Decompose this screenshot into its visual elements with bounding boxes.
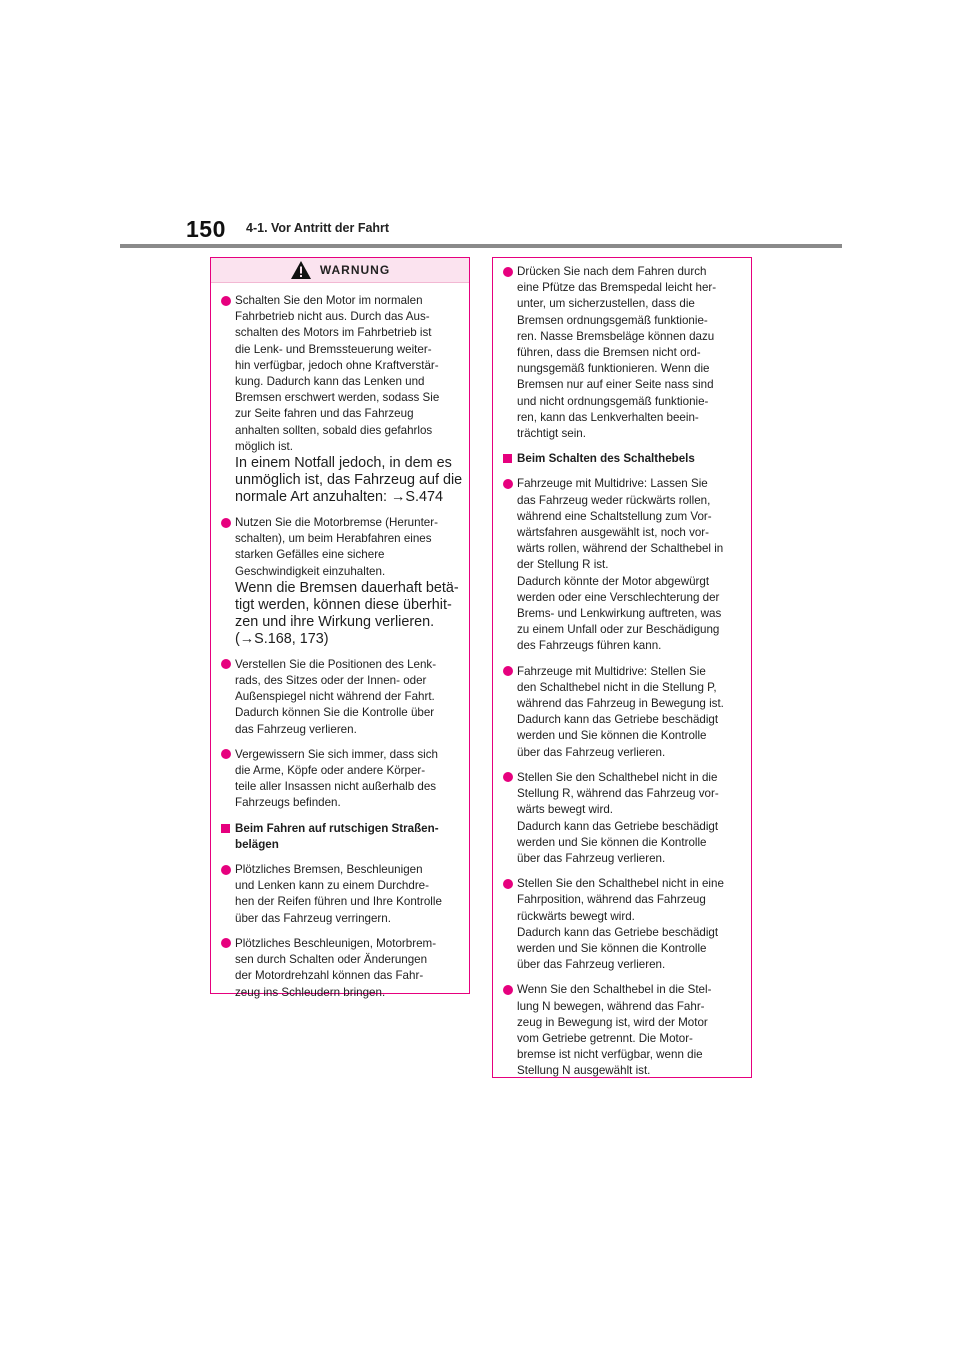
round-bullet-icon: [503, 878, 517, 889]
list-item: [221, 862, 459, 927]
text-line: Vergewissern Sie sich immer, dass sich: [235, 747, 438, 761]
heading-text: [235, 821, 439, 853]
text-line: Geschwindigkeit einzuhalten.: [235, 564, 386, 578]
text-line: lung N bewegen, während das Fahr-: [517, 999, 705, 1013]
text-line: Dadurch können Sie die Kontrolle über: [235, 706, 435, 720]
list-item: [503, 664, 741, 761]
text-line: Plötzliches Bremsen, Beschleunigen: [235, 863, 423, 877]
text-line: kung. Dadurch kann das Lenken und: [235, 375, 425, 389]
text-line: eine Pfütze das Bremspedal leicht her-: [517, 281, 717, 295]
text-line: hin verfügbar, jedoch ohne Kraftverstär-: [235, 358, 439, 372]
emphasis-line: In einem Notfall jedoch, in dem es: [235, 455, 452, 472]
emphasis-line: tigt werden, können diese überhit-: [235, 596, 452, 613]
text-line: möglich ist.: [235, 439, 293, 453]
text-line: Stellung R, während das Fahrzeug vor-: [517, 787, 719, 801]
emphasis-line: (→S.168, 173): [235, 630, 329, 647]
item-text: [517, 982, 711, 1079]
emphasis-line: unmöglich ist, das Fahrzeug auf die: [235, 472, 463, 489]
section-title: 4-1. Vor Antritt der Fahrt: [246, 221, 390, 235]
round-bullet-icon: [221, 517, 235, 528]
list-item: [503, 770, 741, 867]
item-text: [517, 264, 716, 442]
text-line: die Lenk- und Bremssteuerung weiter-: [235, 342, 432, 356]
text-line: Stellen Sie den Schalthebel nicht in die: [517, 770, 718, 784]
emphasis-line: Wenn die Bremsen dauerhaft betä-: [235, 579, 459, 596]
section-heading: [503, 451, 741, 467]
round-bullet-icon: [503, 266, 517, 277]
round-bullet-icon: [503, 772, 517, 783]
item-text: [235, 862, 442, 927]
text-line: das Fahrzeug weder rückwärts rollen,: [517, 493, 711, 507]
list-item: [503, 982, 741, 1079]
list-item: [221, 657, 459, 738]
text-line: und nicht ordnungsgemäß funktionie-: [517, 394, 709, 408]
square-bullet-icon: [503, 453, 517, 464]
text-line: zeug in Bewegung ist, wird der Motor: [517, 1015, 708, 1029]
item-text: [235, 657, 436, 738]
text-line: Plötzliches Beschleunigen, Motorbrem-: [235, 936, 437, 950]
text-line: des Fahrzeugs führen kann.: [517, 639, 662, 653]
text-line: der Motordrehzahl können das Fahr-: [235, 969, 424, 983]
text-line: Dadurch kann das Getriebe beschädigt: [517, 819, 719, 833]
text-line: trächtigt sein.: [517, 427, 586, 441]
text-line: Dadurch könnte der Motor abgewürgt: [517, 574, 710, 588]
text-line: Fahrzeugs befinden.: [235, 796, 341, 810]
text-line: sen durch Schalten oder Änderungen: [235, 953, 428, 967]
text-line: anhalten sollten, sobald dies gefahrlos: [235, 423, 433, 437]
text-line: und Lenken kann zu einem Durchdre-: [235, 879, 429, 893]
text-line: zeug ins Schleudern bringen.: [235, 985, 386, 999]
text-line: Schalten Sie den Motor im normalen: [235, 294, 423, 307]
text-line: Stellen Sie den Schalthebel nicht in eine: [517, 877, 724, 891]
list-item: [503, 476, 741, 654]
text-line: während das Fahrzeug in Bewegung ist.: [517, 697, 724, 711]
text-line: Brems- und Lenkwirkung auftreten, was: [517, 607, 722, 621]
text-line: ren. Nasse Bremsbeläge können dazu: [517, 329, 715, 343]
text-line: schalten), um beim Herabfahren eines: [235, 532, 432, 546]
text-line: werden und Sie können die Kontrolle: [517, 729, 707, 743]
right-item-list: [503, 264, 741, 1080]
list-item: [221, 515, 459, 648]
text-line: bremse ist nicht verfügbar, wenn die: [517, 1048, 703, 1062]
text-line: vom Getriebe getrennt. Die Motor-: [517, 1031, 693, 1045]
text-line: rads, des Sitzes oder der Innen- oder: [235, 674, 427, 688]
text-line: werden oder eine Verschlechterung der: [517, 590, 720, 604]
round-bullet-icon: [503, 984, 517, 995]
round-bullet-icon: [503, 666, 517, 677]
item-text: [235, 515, 459, 648]
text-line: Außenspiegel nicht während der Fahrt.: [235, 690, 435, 704]
text-line: Fahrzeuge mit Multidrive: Stellen Sie: [517, 664, 706, 678]
text-line: starken Gefälles eine sichere: [235, 548, 385, 562]
text-line: führen, dass die Bremsen nicht ord-: [517, 346, 701, 360]
text-line: wärts rollen, während der Schalthebel in: [517, 542, 724, 556]
round-bullet-icon: [221, 659, 235, 670]
text-line: wärts bewegt wird.: [517, 803, 614, 817]
text-line: Dadurch kann das Getriebe beschädigt: [517, 925, 719, 939]
round-bullet-icon: [503, 478, 517, 489]
text-line: zur Seite fahren und das Fahrzeug: [235, 407, 414, 421]
list-item: [221, 293, 463, 506]
text-line: Fahrzeuge mit Multidrive: Lassen Sie: [517, 477, 708, 491]
text-line: belägen: [235, 837, 279, 851]
text-line: Stellung N ausgewählt ist.: [517, 1064, 651, 1078]
text-line: wärtsfahren ausgewählt ist, noch vor-: [517, 526, 710, 540]
left-item-list: [221, 293, 463, 1001]
round-bullet-icon: [221, 864, 235, 875]
item-text: [517, 770, 719, 867]
page-number: 150: [186, 216, 226, 242]
item-text: [235, 293, 462, 506]
text-line: zu einem Unfall oder zur Beschädigung: [517, 623, 720, 637]
section-heading: [221, 821, 459, 853]
text-line: Bremsen erschwert werden, sodass Sie: [235, 391, 440, 405]
text-line: unter, um sicherzustellen, dass die: [517, 297, 695, 311]
text-line: das Fahrzeug verlieren.: [235, 722, 357, 736]
list-item: [503, 264, 741, 442]
text-line: schalten des Motors im Fahrbetrieb ist: [235, 326, 432, 340]
text-line: über das Fahrzeug verlieren.: [517, 851, 666, 865]
text-line: während eine Schaltstellung zum Vor-: [517, 509, 712, 523]
item-text: [235, 747, 438, 812]
item-text: [517, 664, 724, 761]
text-line: hen der Reifen führen und Ihre Kontrolle: [235, 895, 442, 909]
text-line: Fahrposition, während das Fahrzeug: [517, 893, 706, 907]
text-line: rückwärts bewegt wird.: [517, 909, 635, 923]
emphasis-line: zen und ihre Wirkung verlieren.: [235, 613, 435, 630]
round-bullet-icon: [221, 938, 235, 949]
text-line: Wenn Sie den Schalthebel in die Stel-: [517, 983, 712, 997]
text-line: ren, kann das Lenkverhalten beein-: [517, 410, 699, 424]
text-line: Drücken Sie nach dem Fahren durch: [517, 265, 707, 278]
item-text: [517, 476, 723, 654]
square-bullet-icon: [221, 823, 235, 834]
text-line: werden und Sie können die Kontrolle: [517, 941, 707, 955]
text-line: über das Fahrzeug verringern.: [235, 911, 391, 925]
list-item: [221, 747, 459, 812]
text-line: über das Fahrzeug verlieren.: [517, 958, 666, 972]
warning-box-left: [210, 257, 470, 999]
round-bullet-icon: [221, 295, 235, 306]
text-line: Bremsen nur auf einer Seite nass sind: [517, 378, 714, 392]
warning-triangle-icon: [290, 260, 312, 280]
text-line: nungsgemäß funktionieren. Wenn die: [517, 362, 710, 376]
text-line: Beim Fahren auf rutschigen Straßen-: [235, 821, 439, 835]
text-line: den Schalthebel nicht in die Stellung P,: [517, 680, 717, 694]
text-line: Nutzen Sie die Motorbremse (Herunter-: [235, 516, 438, 530]
text-line: werden und Sie können die Kontrolle: [517, 835, 707, 849]
text-line: die Arme, Köpfe oder andere Körper-: [235, 764, 426, 778]
round-bullet-icon: [221, 749, 235, 760]
warning-title: WARNUNG: [319, 263, 391, 277]
text-line: der Stellung R ist.: [517, 558, 609, 572]
emphasis-line: normale Art anzuhalten: →S.474: [235, 489, 443, 506]
text-line: teile aller Insassen nicht außerhalb des: [235, 780, 437, 794]
text-line: Dadurch kann das Getriebe beschädigt: [517, 713, 719, 727]
warning-box-right: [492, 257, 752, 1078]
text-line: über das Fahrzeug verlieren.: [517, 745, 666, 759]
text-line: Beim Schalten des Schalthebels: [517, 452, 695, 466]
text-line: Fahrbetrieb nicht aus. Durch das Aus-: [235, 310, 430, 324]
item-text: [235, 936, 436, 1001]
list-item: [221, 936, 459, 1001]
warning-header: [211, 258, 469, 283]
heading-text: [517, 451, 695, 467]
text-line: Bremsen ordnungsgemäß funktionie-: [517, 313, 708, 327]
list-item: [503, 876, 741, 973]
text-line: Verstellen Sie die Positionen des Lenk-: [235, 657, 437, 671]
header-rule: [120, 244, 842, 248]
item-text: [517, 876, 724, 973]
